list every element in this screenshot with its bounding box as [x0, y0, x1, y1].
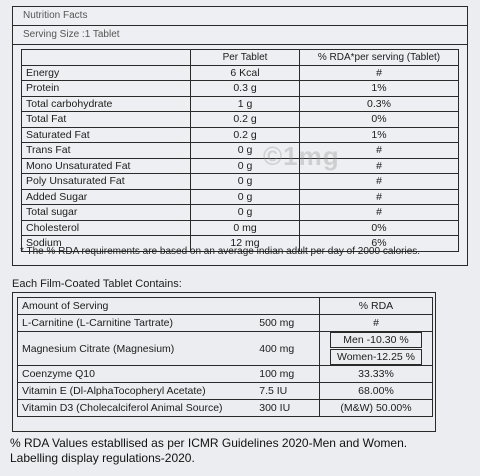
rda-footnote: * The % RDA requirements are based on an average indian adult per day of 2000 calories.	[20, 246, 421, 257]
per-tablet-value: 0 mg	[191, 220, 300, 236]
table-row	[22, 127, 459, 143]
rda-header: % RDA*per serving (Tablet)	[300, 50, 459, 66]
table-row	[22, 220, 459, 236]
table-row	[18, 400, 433, 417]
rda-line: #	[373, 317, 379, 329]
nutrient-name: Added Sugar	[22, 189, 191, 205]
nutrient-header	[22, 50, 191, 66]
supplement-table	[17, 297, 433, 417]
table-row	[22, 112, 459, 128]
rda-value: #	[300, 65, 459, 81]
rda-value: 6%	[300, 236, 459, 252]
rda-value: 1%	[300, 127, 459, 143]
per-tablet-value: 0 g	[191, 205, 300, 221]
per-tablet-value: 0 g	[191, 174, 300, 190]
ingredient-name: L-Carnitine (L-Carnitine Tartrate)	[18, 315, 255, 332]
table-row	[18, 332, 433, 366]
ingredient-rda	[319, 332, 432, 366]
nutrient-name: Protein	[22, 81, 191, 97]
table-row	[18, 383, 433, 400]
rda-note	[10, 436, 407, 466]
ingredient-amount: 7.5 IU	[255, 383, 320, 400]
ingredient-amount: 100 mg	[255, 366, 320, 383]
table-row	[22, 81, 459, 97]
nutrient-name: Energy	[22, 65, 191, 81]
sup-rda-header: % RDA	[319, 298, 432, 315]
ingredient-name: Magnesium Citrate (Magnesium)	[18, 332, 255, 366]
rda-line: (M&W) 50.00%	[340, 402, 412, 414]
table-row	[22, 174, 459, 190]
rda-value: #	[300, 205, 459, 221]
supplement-panel	[12, 292, 436, 432]
nutrient-name: Cholesterol	[22, 220, 191, 236]
ingredient-rda	[319, 400, 432, 417]
nutrient-name: Poly Unsaturated Fat	[22, 174, 191, 190]
nutrient-name: Total sugar	[22, 205, 191, 221]
rda-value: #	[300, 158, 459, 174]
rda-line: Men -10.30 %	[330, 332, 422, 348]
supplement-header-row	[18, 298, 433, 315]
rda-note-line1: % RDA Values establlised as per ICMR Guidelines 2020-Men and Women.	[10, 436, 408, 450]
watermark-logo: ©1mg	[263, 141, 340, 171]
table-row	[22, 96, 459, 112]
per-tablet-header: Per Tablet	[191, 50, 300, 66]
nutrition-table	[21, 49, 459, 252]
per-tablet-value: 0 g	[191, 158, 300, 174]
ingredient-name: Vitamin E (Dl-AlphaTocopheryl Acetate)	[18, 383, 255, 400]
nutrition-facts-title: Nutrition Facts	[13, 7, 467, 26]
per-tablet-value: 1 g	[191, 96, 300, 112]
table-row	[18, 315, 433, 332]
ingredient-amount: 500 mg	[255, 315, 320, 332]
nutrition-facts-panel	[12, 6, 468, 266]
serving-size: Serving Size :1 Tablet	[13, 26, 467, 45]
amount-header: Amount of Serving	[18, 298, 320, 315]
table-row	[22, 143, 459, 159]
rda-value: 0%	[300, 112, 459, 128]
supplement-title: Each Film-Coated Tablet Contains:	[12, 278, 182, 290]
per-tablet-value: 0.2 g	[191, 127, 300, 143]
rda-value: #	[300, 189, 459, 205]
rda-value: 1%	[300, 81, 459, 97]
ingredient-rda	[319, 366, 432, 383]
ingredient-name: Vitamin D3 (Cholecalciferol Animal Source)	[18, 400, 255, 417]
rda-value: 0.3%	[300, 96, 459, 112]
rda-value: #	[300, 174, 459, 190]
ingredient-name: Coenzyme Q10	[18, 366, 255, 383]
table-row	[22, 205, 459, 221]
per-tablet-value: 0 g	[191, 143, 300, 159]
nutrient-name: Sodium	[22, 236, 191, 252]
nutrient-name: Saturated Fat	[22, 127, 191, 143]
ingredient-amount: 300 IU	[255, 400, 320, 417]
rda-line: 33.33%	[358, 368, 394, 380]
per-tablet-value: 12 mg	[191, 236, 300, 252]
per-tablet-value: 0.2 g	[191, 112, 300, 128]
ingredient-rda	[319, 383, 432, 400]
table-row	[18, 366, 433, 383]
rda-value: 0%	[300, 220, 459, 236]
rda-line: 68.00%	[358, 385, 394, 397]
ingredient-rda	[319, 315, 432, 332]
rda-value: #	[300, 143, 459, 159]
rda-line: Women-12.25 %	[330, 349, 422, 365]
ingredient-amount: 400 mg	[255, 332, 320, 366]
per-tablet-value: 0.3 g	[191, 81, 300, 97]
nutrient-name: Total carbohydrate	[22, 96, 191, 112]
rda-note-line2: Labelling display regulations-2020.	[10, 451, 195, 465]
table-row	[22, 158, 459, 174]
per-tablet-value: 0 g	[191, 189, 300, 205]
table-row	[22, 189, 459, 205]
nutrient-name: Mono Unsaturated Fat	[22, 158, 191, 174]
nutrient-name: Trans Fat	[22, 143, 191, 159]
table-row	[22, 65, 459, 81]
nutrient-name: Total Fat	[22, 112, 191, 128]
per-tablet-value: 6 Kcal	[191, 65, 300, 81]
nutrition-header-row	[22, 50, 459, 66]
